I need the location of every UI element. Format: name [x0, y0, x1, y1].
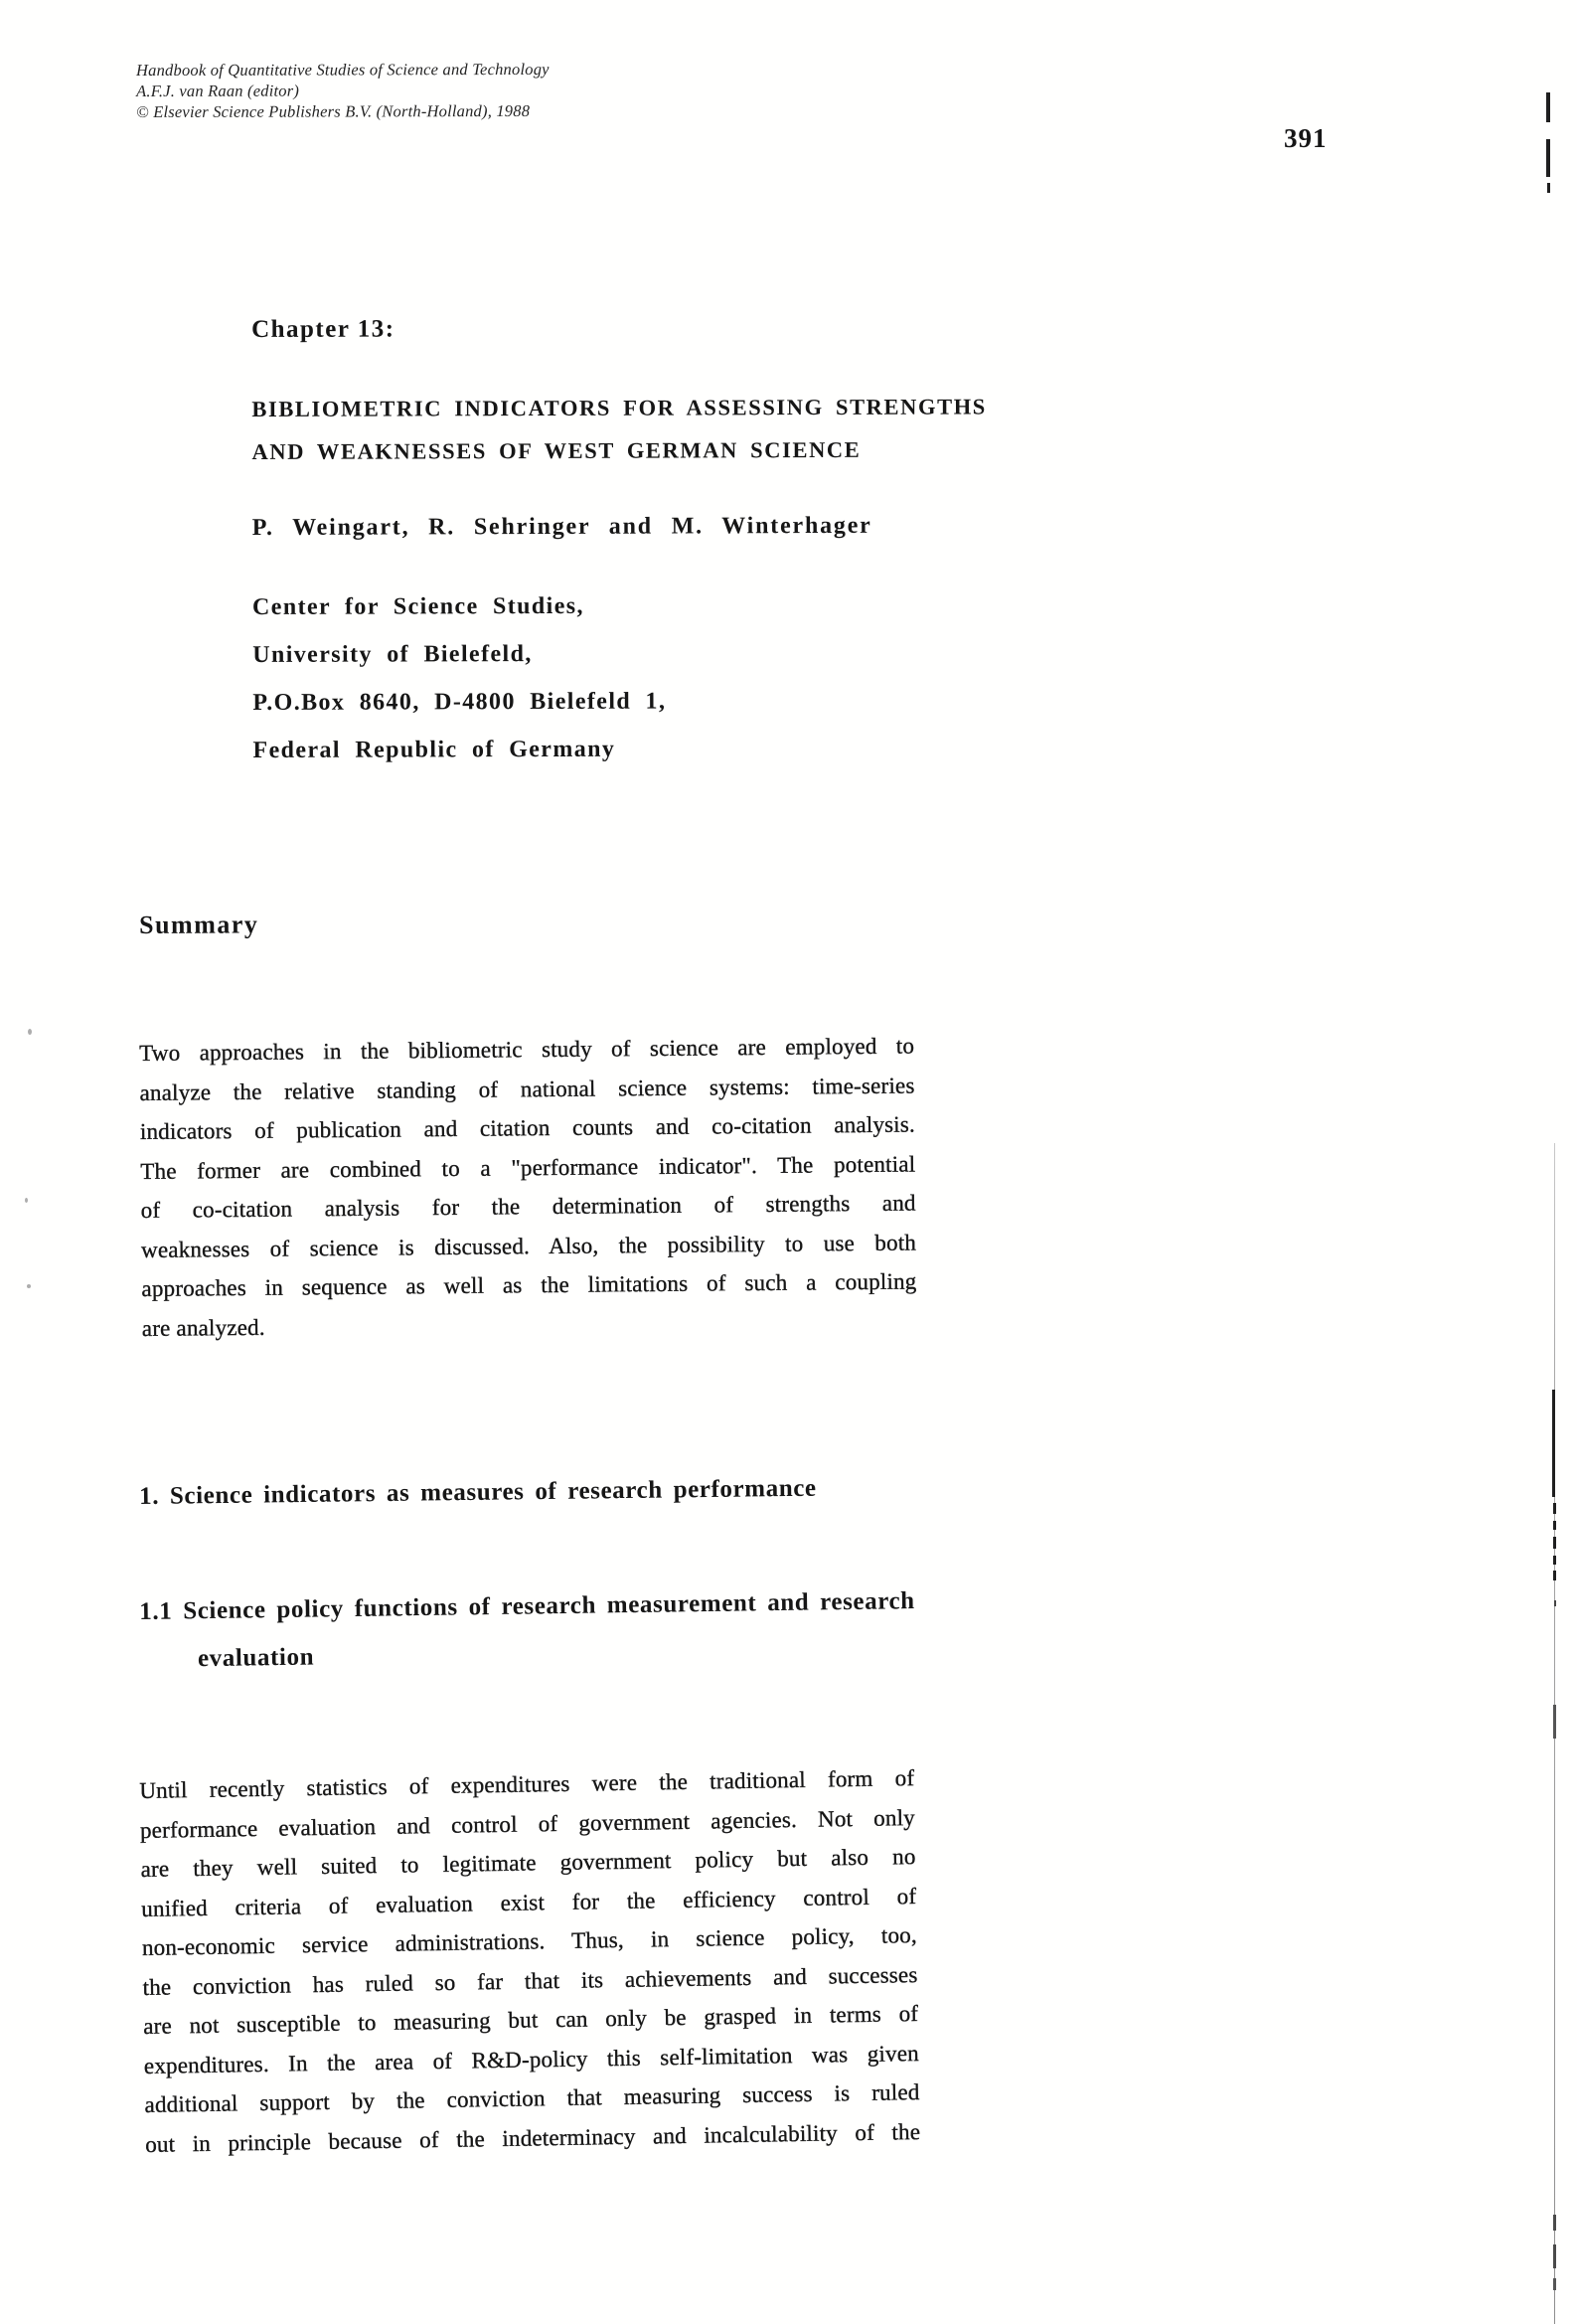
scan-artifact-dash: [1553, 1705, 1556, 1739]
chapter-block: [251, 313, 988, 774]
chapter-title-line-2: AND WEAKNESSES OF WEST GERMAN SCIENCE: [251, 436, 862, 464]
scan-artifact-dash: [1546, 92, 1550, 122]
body-line: the conviction has ruled so far that its achievements and successes: [142, 1961, 918, 2000]
summary-line: of co-citation analysis for the determination of strengths and: [140, 1190, 916, 1223]
affiliation-line-1: Center for Science Studies,: [251, 592, 584, 620]
scan-artifact-speck: [25, 1198, 28, 1203]
section-1-1-heading-line-1: 1.1 Science policy functions of research measurement and research: [139, 1587, 915, 1625]
summary-heading: Summary: [139, 910, 259, 939]
summary-line: The former are combined to a "performance indicator". The potential: [140, 1151, 916, 1184]
affiliation-line-4: Federal Republic of Germany: [252, 736, 616, 763]
body-line: expenditures. In the area of R&D-policy this self-limitation was given: [143, 2040, 920, 2078]
body-line: unified criteria of evaluation exist for the efficiency control of: [141, 1883, 917, 1921]
affiliation-line-2: University of Bielefeld,: [252, 641, 533, 668]
body-line: performance evaluation and control of government agencies. Not only: [139, 1804, 916, 1843]
colophon: [136, 59, 550, 122]
scan-artifact-dash: [1547, 183, 1550, 193]
scan-artifact-speck: [27, 1284, 31, 1288]
summary-line: weaknesses of science is discussed. Also, the possibility to use both: [140, 1230, 917, 1262]
scan-artifact-edge-line: [1554, 1143, 1555, 2324]
scan-artifact-dash: [1553, 1571, 1556, 1580]
affiliation: [252, 581, 988, 774]
summary-line: analyze the relative standing of national science systems: time-series: [139, 1073, 915, 1105]
chapter-title: [251, 385, 987, 473]
scan-artifact-dash: [1553, 1537, 1556, 1549]
scan-artifact-speck: [28, 1029, 32, 1035]
affiliation-line-3: P.O.Box 8640, D-4800 Bielefeld 1,: [252, 688, 667, 716]
summary-line: are analyzed.: [141, 1314, 265, 1341]
body-line: are they well suited to legitimate government policy but also no: [140, 1844, 916, 1882]
scan-artifact-dash: [1553, 1521, 1556, 1530]
section-1-1-heading-line-2: evaluation: [197, 1643, 315, 1673]
scan-artifact-dash: [1553, 2215, 1556, 2231]
body-line: out in principle because of the indeterminacy and incalculability of the: [145, 2118, 921, 2157]
scan-artifact-dash: [1553, 2244, 1556, 2268]
summary-line: Two approaches in the bibliometric study of science are employed to: [139, 1033, 915, 1066]
scan-artifact-dash: [1554, 1600, 1556, 1606]
summary-line: indicators of publication and citation counts and co-citation analysis.: [139, 1111, 916, 1144]
scan-artifact-dash: [1553, 1556, 1556, 1565]
summary-paragraph: [139, 1027, 917, 1348]
body-line: Until recently statistics of expenditures were the traditional form of: [139, 1765, 915, 1803]
summary-line: approaches in sequence as well as the limitations of such a coupling: [141, 1268, 917, 1301]
chapter-title-line-1: BIBLIOMETRIC INDICATORS FOR ASSESSING STRENGTHS: [251, 394, 987, 421]
section-1-heading: 1. Science indicators as measures of research performance: [139, 1474, 817, 1510]
chapter-label: Chapter 13:: [251, 315, 395, 343]
editor-line: A.F.J. van Raan (editor): [136, 81, 300, 100]
body-line: are not susceptible to measuring but can only be grasped in terms of: [143, 2001, 919, 2039]
book-title: Handbook of Quantitative Studies of Science and Technology: [136, 59, 550, 80]
section-1-1-heading: [139, 1577, 916, 1684]
scan-artifact-dash: [1552, 1390, 1555, 1497]
body-line: additional support by the conviction that measuring success is ruled: [144, 2079, 920, 2117]
scan-artifact-dash: [1546, 139, 1550, 177]
body-paragraph: [139, 1758, 920, 2164]
scan-artifact-dash: [1553, 2278, 1556, 2290]
copyright-line: © Elsevier Science Publishers B.V. (North-Holland), 1988: [136, 100, 531, 121]
body-line: non-economic service administrations. Thus, in science policy, too,: [141, 1922, 918, 1960]
page-number: 391: [1284, 123, 1328, 153]
authors: P. Weingart, R. Sehringer and M. Winterhager: [251, 512, 872, 541]
scan-artifact-dash: [1553, 1503, 1556, 1514]
